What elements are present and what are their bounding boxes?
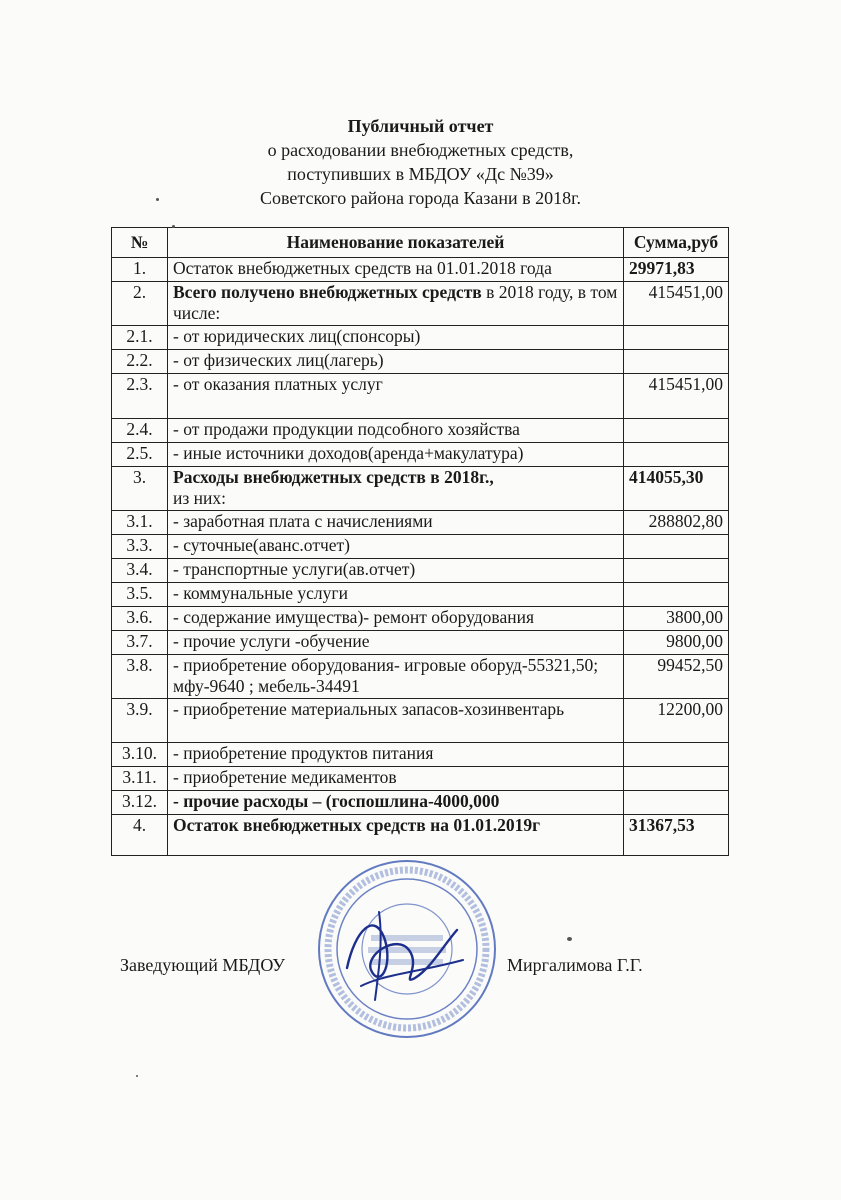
row-name: Остаток внебюджетных средств на 01.01.2018 года xyxy=(168,258,624,282)
row-amount: 415451,00 xyxy=(624,282,729,326)
row-amount xyxy=(624,443,729,467)
row-name: - от физических лиц(лагерь) xyxy=(168,350,624,374)
row-name-rest: из них: xyxy=(173,488,226,508)
row-amount xyxy=(624,535,729,559)
row-name: - от продажи продукции подсобного хозяйства xyxy=(168,419,624,443)
row-amount: 414055,30 xyxy=(624,467,729,511)
report-subtitle-line-3: Советского района города Казани в 2018г. xyxy=(259,188,581,208)
row-amount: 3800,00 xyxy=(624,607,729,631)
table-row xyxy=(112,743,729,767)
row-amount: 415451,00 xyxy=(624,374,729,419)
row-name: Остаток внебюджетных средств на 01.01.2019г xyxy=(168,815,624,856)
row-number: 3.1. xyxy=(112,511,168,535)
row-number: 3.3. xyxy=(112,535,168,559)
row-amount xyxy=(624,559,729,583)
row-number: 4. xyxy=(112,815,168,856)
report-subtitle-line-1: о расходовании внебюджетных средств, xyxy=(267,140,574,160)
row-name: - прочие услуги -обучение xyxy=(168,631,624,655)
row-number: 3.4. xyxy=(112,559,168,583)
table-row xyxy=(112,467,729,511)
row-name: - приобретение материальных запасов-хозинвентарь xyxy=(168,699,624,743)
row-name-rest: в 2018 году, в том числе: xyxy=(173,282,618,323)
table-row xyxy=(112,767,729,791)
table-row xyxy=(112,535,729,559)
row-number: 3.8. xyxy=(112,655,168,699)
row-name: - от юридических лиц(спонсоры) xyxy=(168,326,624,350)
report-header xyxy=(0,114,841,210)
row-number: 2.5. xyxy=(112,443,168,467)
row-amount xyxy=(624,350,729,374)
table-header-row xyxy=(112,228,729,258)
table-row xyxy=(112,419,729,443)
row-number: 2.3. xyxy=(112,374,168,419)
row-name: - содержание имущества)- ремонт оборудования xyxy=(168,607,624,631)
row-amount: 12200,00 xyxy=(624,699,729,743)
row-amount xyxy=(624,767,729,791)
table-row xyxy=(112,282,729,326)
table-row xyxy=(112,791,729,815)
row-name: - заработная плата с начислениями xyxy=(168,511,624,535)
column-header-number: № xyxy=(112,228,168,258)
row-number: 3. xyxy=(112,467,168,511)
table-row xyxy=(112,631,729,655)
row-name xyxy=(168,282,624,326)
table-row xyxy=(112,326,729,350)
row-amount xyxy=(624,743,729,767)
row-amount: 99452,50 xyxy=(624,655,729,699)
row-name: - транспортные услуги(ав.отчет) xyxy=(168,559,624,583)
row-name: - коммунальные услуги xyxy=(168,583,624,607)
row-name: - иные источники доходов(аренда+макулатура) xyxy=(168,443,624,467)
table-row xyxy=(112,258,729,282)
scan-speck xyxy=(567,937,572,941)
signer-name: Миргалимова Г.Г. xyxy=(507,955,643,975)
signature xyxy=(335,890,475,1010)
row-name: - прочие расходы – (госпошлина-4000,000 xyxy=(168,791,624,815)
table-row xyxy=(112,559,729,583)
row-amount: 288802,80 xyxy=(624,511,729,535)
row-name: - от оказания платных услуг xyxy=(168,374,624,419)
row-number: 3.7. xyxy=(112,631,168,655)
row-name: - приобретение продуктов питания xyxy=(168,743,624,767)
row-name-bold: Всего получено внебюджетных средств xyxy=(173,282,482,302)
row-name xyxy=(168,467,624,511)
row-number: 1. xyxy=(112,258,168,282)
table-row xyxy=(112,815,729,856)
row-number: 2.4. xyxy=(112,419,168,443)
row-number: 2.1. xyxy=(112,326,168,350)
table-row xyxy=(112,443,729,467)
row-number: 2.2. xyxy=(112,350,168,374)
row-number: 3.11. xyxy=(112,767,168,791)
row-amount xyxy=(624,583,729,607)
row-number: 3.9. xyxy=(112,699,168,743)
row-name: - суточные(аванс.отчет) xyxy=(168,535,624,559)
row-name: - приобретение оборудования- игровые оборуд-55321,50; мфу-9640 ; мебель-34491 xyxy=(168,655,624,699)
report-subtitle-line-2: поступивших в МБДОУ «Дс №39» xyxy=(287,164,554,184)
row-amount xyxy=(624,419,729,443)
row-amount: 31367,53 xyxy=(624,815,729,856)
row-number: 3.6. xyxy=(112,607,168,631)
table-row xyxy=(112,583,729,607)
row-number: 3.5. xyxy=(112,583,168,607)
row-amount: 29971,83 xyxy=(624,258,729,282)
row-name-bold: Расходы внебюджетных средств в 2018г., xyxy=(173,467,494,487)
scan-speck xyxy=(172,225,175,228)
table-row xyxy=(112,607,729,631)
column-header-name: Наименование показателей xyxy=(168,228,624,258)
scan-speck xyxy=(136,1075,138,1077)
row-amount xyxy=(624,791,729,815)
table-row xyxy=(112,374,729,419)
row-number: 3.10. xyxy=(112,743,168,767)
row-number: 2. xyxy=(112,282,168,326)
report-title: Публичный отчет xyxy=(347,116,494,136)
row-number: 3.12. xyxy=(112,791,168,815)
report-table xyxy=(111,227,729,856)
table-row xyxy=(112,699,729,743)
table-row xyxy=(112,511,729,535)
row-name: - приобретение медикаментов xyxy=(168,767,624,791)
column-header-amount: Сумма,руб xyxy=(624,228,729,258)
table-row xyxy=(112,350,729,374)
row-amount: 9800,00 xyxy=(624,631,729,655)
row-amount xyxy=(624,326,729,350)
table-row xyxy=(112,655,729,699)
scan-speck xyxy=(156,198,159,201)
signer-position: Заведующий МБДОУ xyxy=(120,955,286,975)
